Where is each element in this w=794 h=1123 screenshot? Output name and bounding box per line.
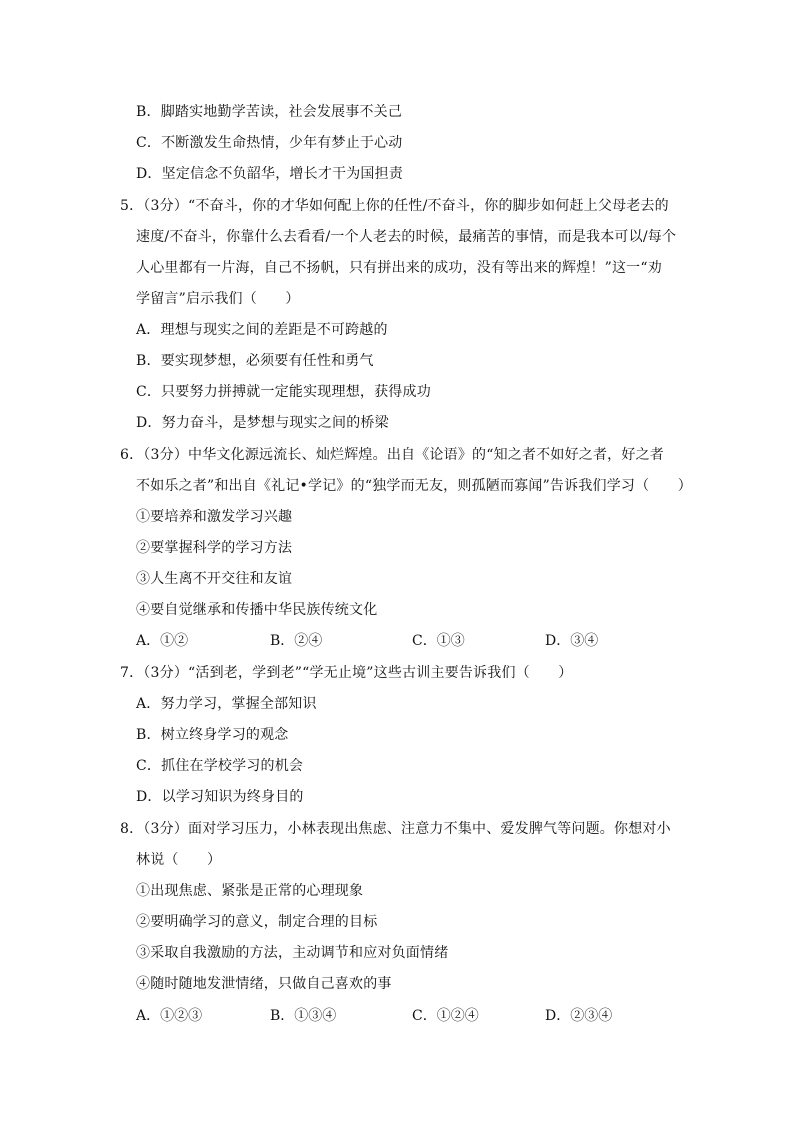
q6-option-b: B．②④ xyxy=(270,633,323,649)
q4-option-d: D．坚定信念不负韶华，增长才干为国担责 xyxy=(136,166,404,182)
q8-item-2: ②要明确学习的意义，制定合理的目标 xyxy=(136,914,378,930)
q4-option-b: B．脚踏实地勤学苦读，社会发展事不关己 xyxy=(136,104,403,120)
q8-options-row xyxy=(136,1006,656,1026)
q8-item-3: ③采取自我激励的方法，主动调节和应对负面情绪 xyxy=(136,945,449,961)
q5-stem-line-1: 5．（3分）“不奋斗，你的才华如何配上你的任性/不奋斗，你的脚步如何赶上父母老去的 xyxy=(120,198,669,214)
q5-option-b: B．要实现梦想，必须要有任性和勇气 xyxy=(136,353,374,369)
q8-option-b: B．①③④ xyxy=(270,1008,337,1024)
q7-option-d: D．以学习知识为终身目的 xyxy=(136,789,304,805)
q8-option-d: D．②③④ xyxy=(545,1008,613,1024)
q6-item-3: ③人生离不开交往和友谊 xyxy=(136,571,293,587)
q5-stem-line-2: 速度/不奋斗，你靠什么去看看/一个人老去的时候，最痛苦的事情，而是我本可以/每个 xyxy=(136,229,677,245)
q6-option-c: C．①③ xyxy=(412,633,465,649)
q7-option-c: C．抓住在学校学习的机会 xyxy=(136,758,304,774)
q7-option-a: A．努力学习，掌握全部知识 xyxy=(136,696,317,712)
q7-option-b: B．树立终身学习的观念 xyxy=(136,727,289,743)
q6-stem-line-1: 6．（3分）中华文化源远流长、灿烂辉煌。出自《论语》的“知之者不如好之者，好之者 xyxy=(120,447,664,463)
q4-option-c: C．不断激发生命热情，少年有梦止于心动 xyxy=(136,135,403,151)
q7-stem: 7．（3分）“活到老，学到老”“学无止境”这些古训主要告诉我们（ ） xyxy=(120,665,573,681)
q8-option-a: A．①②③ xyxy=(136,1008,203,1024)
q5-stem-line-3: 人心里都有一片海，自己不扬帆，只有拼出来的成功，没有等出来的辉煌！”这一“劝 xyxy=(136,260,662,276)
q6-item-4: ④要自觉继承和传播中华民族传统文化 xyxy=(136,602,378,618)
q8-stem-line-2: 林说（ ） xyxy=(136,852,222,868)
q6-option-d: D．③④ xyxy=(545,633,599,649)
q6-options-row xyxy=(136,631,656,651)
q6-item-1: ①要培养和激发学习兴趣 xyxy=(136,509,293,525)
q8-item-1: ①出现焦虑、紧张是正常的心理现象 xyxy=(136,883,364,899)
q6-option-a: A．①② xyxy=(136,633,189,649)
q5-option-d: D．努力奋斗，是梦想与现实之间的桥梁 xyxy=(136,415,389,431)
q6-item-2: ②要掌握科学的学习方法 xyxy=(136,540,293,556)
q8-item-4: ④随时随地发泄情绪，只做自己喜欢的事 xyxy=(136,976,392,992)
q5-stem-line-4: 学留言”启示我们（ ） xyxy=(136,291,300,307)
q5-option-c: C．只要努力拼搏就一定能实现理想，获得成功 xyxy=(136,384,431,400)
q6-stem-line-2: 不如乐之者”和出自《礼记•学记》的“独学而无友，则孤陋而寡闻”告诉我们学习（ ） xyxy=(136,478,692,494)
q5-option-a: A．理想与现实之间的差距是不可跨越的 xyxy=(136,322,388,338)
q8-stem-line-1: 8．（3分）面对学习压力，小林表现出焦虑、注意力不集中、爱发脾气等问题。你想对小 xyxy=(120,821,671,837)
q8-option-c: C．①②④ xyxy=(412,1008,479,1024)
